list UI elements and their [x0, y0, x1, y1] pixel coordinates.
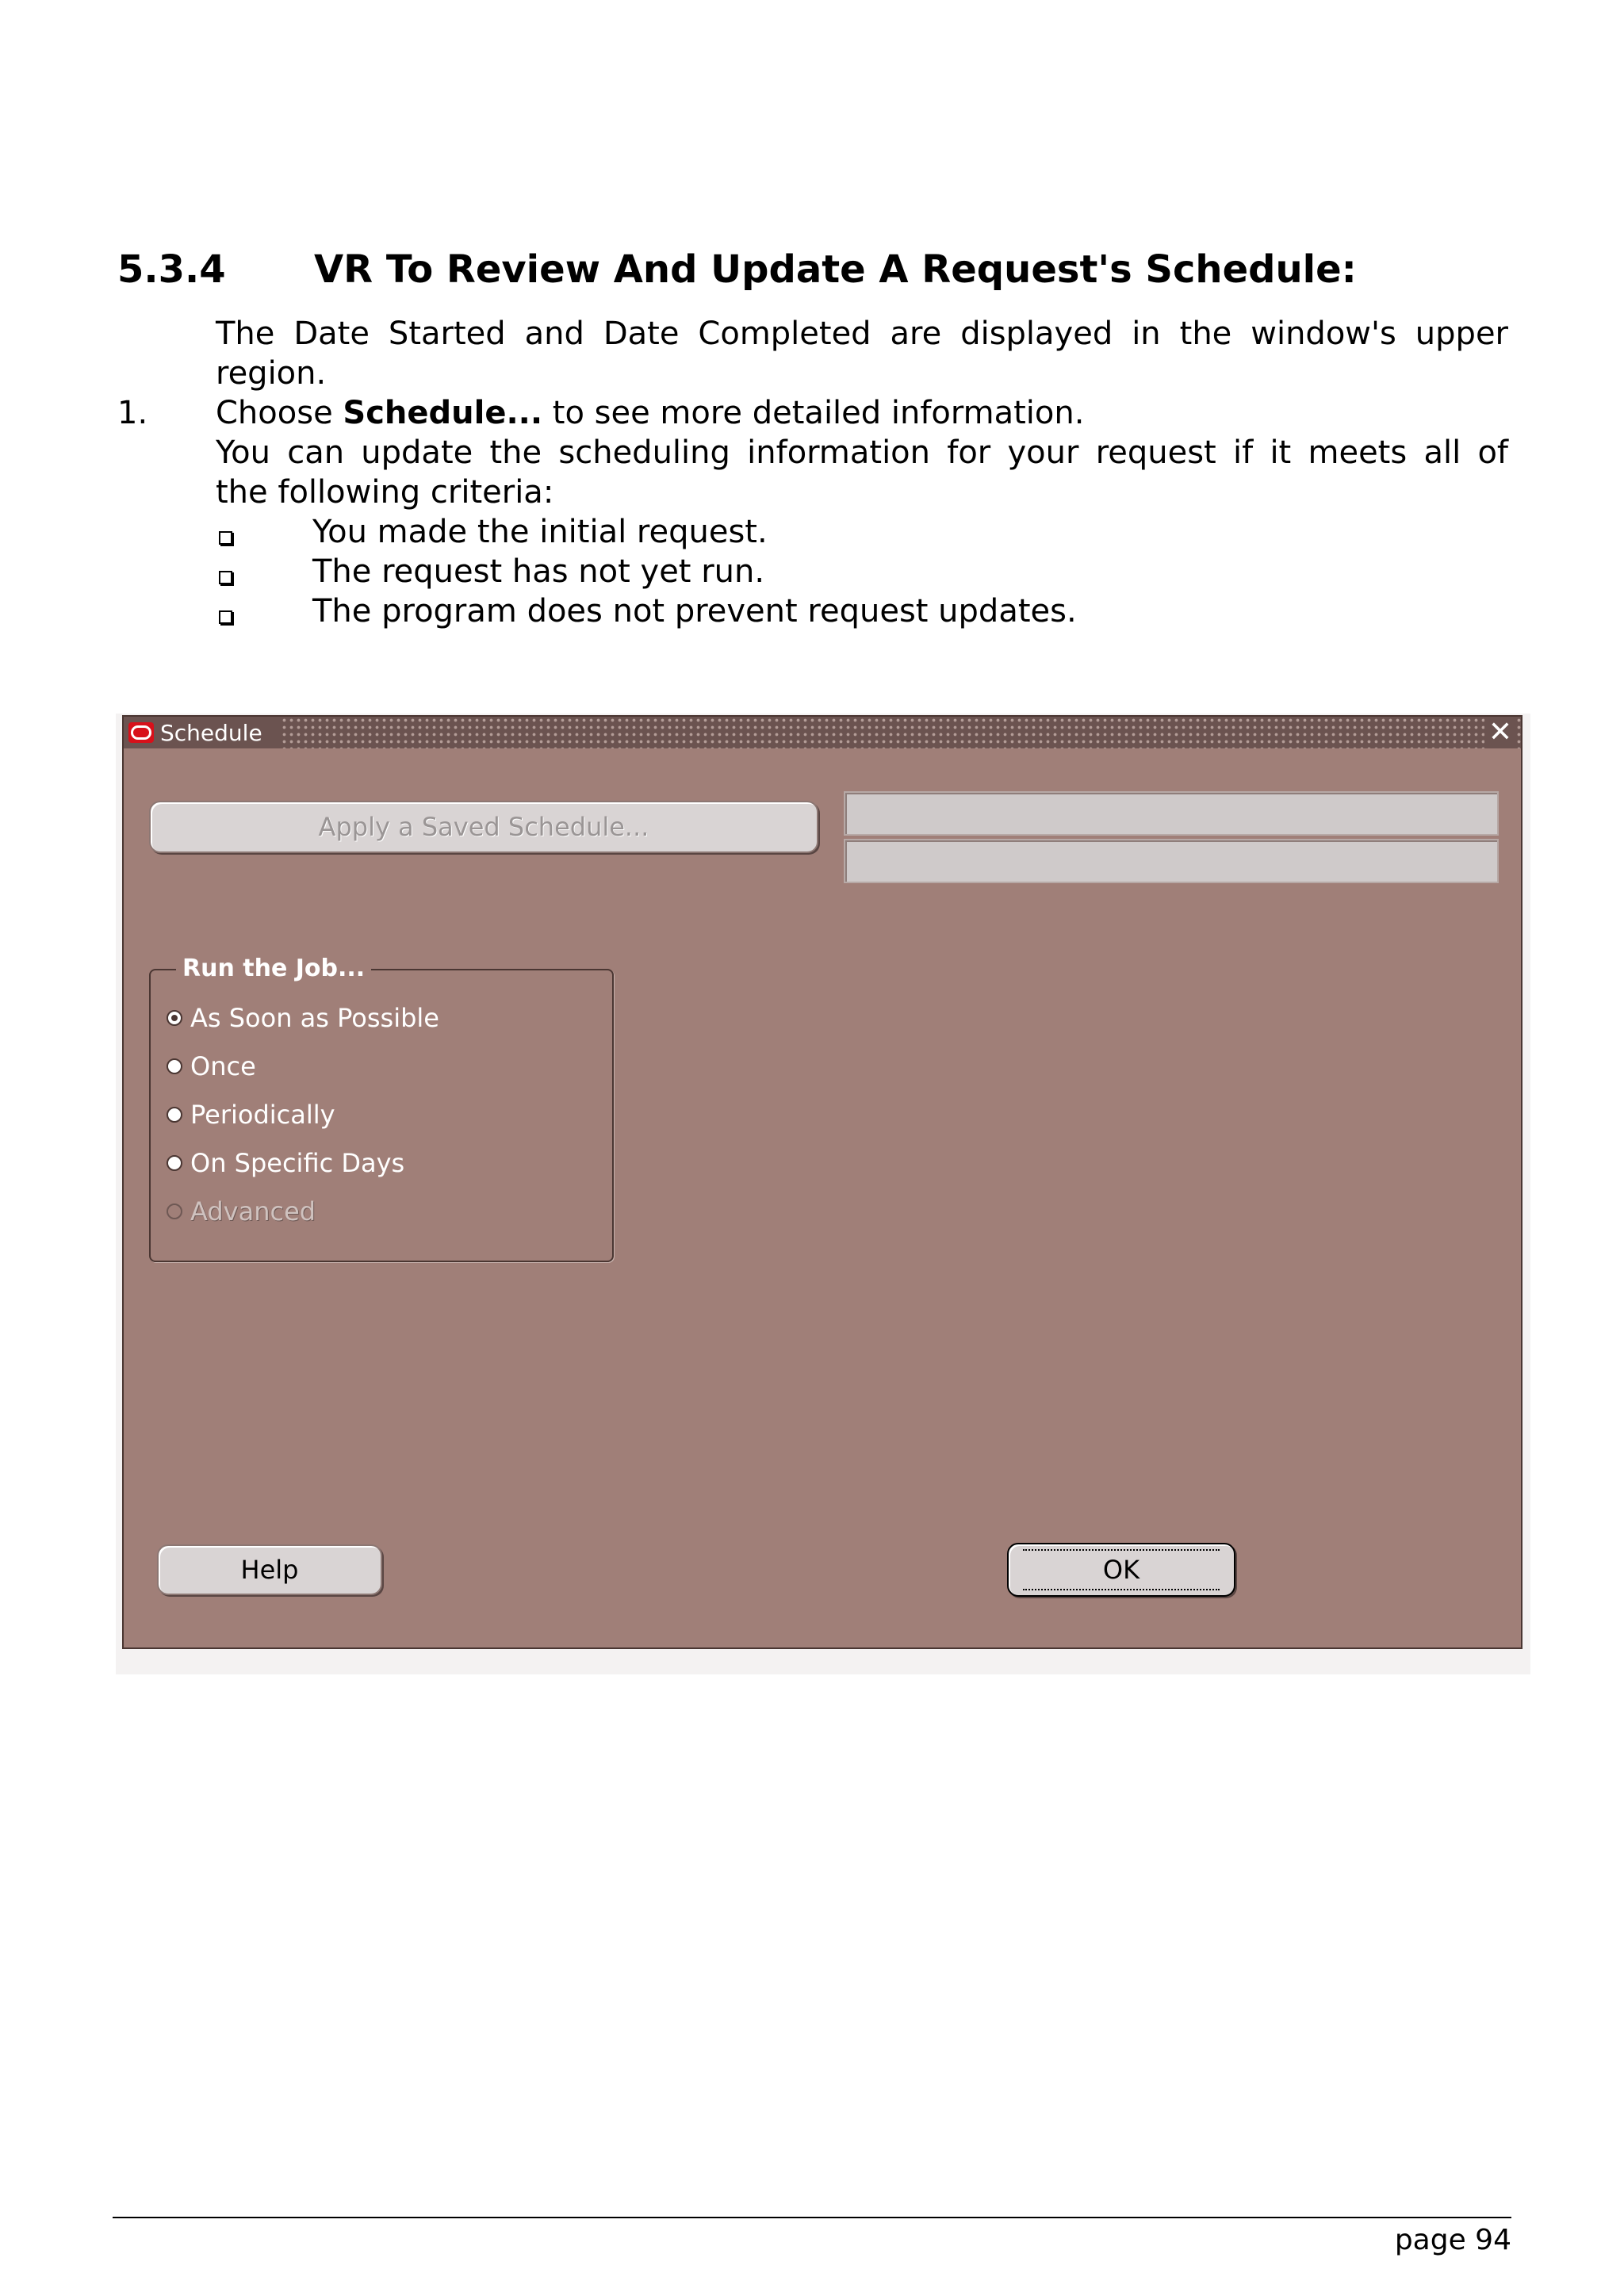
bullet-icon — [219, 531, 232, 545]
date-completed-field[interactable] — [844, 839, 1499, 883]
group-label: Run the Job... — [176, 953, 371, 985]
title-bar[interactable] — [124, 717, 1521, 748]
radio-selected-icon — [167, 1010, 182, 1026]
intro-line-1: The Date Started and Date Completed are displayed in the window's upper — [216, 316, 1508, 352]
step-text — [216, 393, 1084, 433]
date-started-field[interactable] — [844, 791, 1499, 836]
radio-icon — [167, 1058, 182, 1074]
step-text-pre: Choose — [216, 395, 343, 431]
criteria-intro-line-2: the following criteria: — [216, 474, 554, 511]
ok-button[interactable] — [1007, 1543, 1235, 1597]
apply-saved-schedule-button[interactable]: Apply a Saved Schedule... — [149, 801, 818, 853]
option-label: Periodically — [190, 1100, 335, 1130]
option-label: As Soon as Possible — [190, 1003, 439, 1033]
section-title: VR To Review And Update A Request's Schedule: — [314, 247, 1357, 292]
radio-disabled-icon — [167, 1203, 182, 1219]
page-number: page 94 — [1394, 2224, 1511, 2256]
option-label: On Specific Days — [190, 1148, 405, 1178]
focus-ring — [1023, 1549, 1220, 1590]
option-periodically[interactable] — [167, 1099, 335, 1131]
bullet-icon — [219, 571, 232, 584]
option-advanced — [167, 1196, 316, 1227]
schedule-window — [122, 715, 1522, 1649]
criteria-intro-line-1: You can update the scheduling information for your request if it meets all of — [216, 434, 1508, 471]
ok-label: OK — [1102, 1555, 1140, 1585]
oracle-icon — [128, 722, 154, 743]
criteria-item: The program does not prevent request updates. — [312, 593, 1077, 629]
close-icon[interactable]: ✕ — [1484, 717, 1516, 748]
step-text-bold: Schedule... — [343, 395, 543, 431]
criteria-item: The request has not yet run. — [312, 553, 765, 590]
radio-icon — [167, 1155, 182, 1171]
criteria-item: You made the initial request. — [312, 514, 768, 550]
run-the-job-group — [149, 955, 614, 1262]
option-label: Advanced — [190, 1196, 316, 1226]
option-once[interactable] — [167, 1050, 256, 1082]
section-heading — [117, 247, 1357, 292]
option-label: Once — [190, 1051, 256, 1081]
intro-line-2: region. — [216, 355, 327, 392]
section-number: 5.3.4 — [117, 247, 226, 292]
step-number: 1. — [117, 395, 148, 431]
step-text-post: to see more detailed information. — [542, 395, 1085, 431]
bullet-icon — [219, 610, 232, 624]
footer-rule — [113, 2217, 1511, 2218]
schedule-screenshot — [116, 714, 1530, 1674]
help-button[interactable]: Help — [157, 1544, 382, 1595]
window-title: Schedule — [160, 719, 262, 746]
radio-icon — [167, 1107, 182, 1123]
option-on-specific-days[interactable] — [167, 1147, 404, 1179]
option-as-soon-as-possible[interactable] — [167, 1002, 439, 1034]
